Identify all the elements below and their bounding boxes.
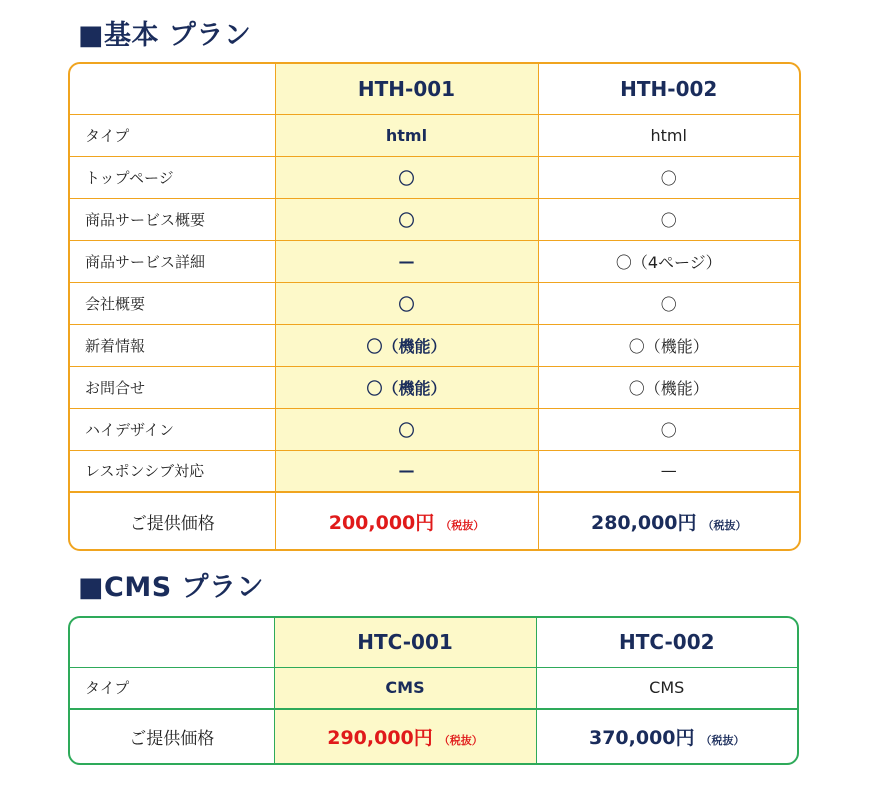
table-row	[70, 198, 799, 240]
hth-002-value: 〇（4ページ）	[538, 240, 799, 282]
table-row	[70, 450, 799, 492]
tax-note: （税抜）	[700, 734, 745, 747]
table-row	[70, 114, 799, 156]
row-label: トップページ	[70, 156, 275, 198]
htc-002-price	[536, 709, 797, 763]
row-label: お問合せ	[70, 366, 275, 408]
table-row	[70, 240, 799, 282]
price-amount: 280,000円	[590, 511, 697, 534]
hth-001-value: 〇	[275, 408, 538, 450]
table-row	[70, 156, 799, 198]
cms-plan-table	[68, 616, 799, 765]
htc-002-value: CMS	[536, 667, 797, 709]
row-label: ハイデザイン	[70, 408, 275, 450]
tax-note: （税抜）	[438, 734, 483, 747]
table-row	[70, 667, 797, 709]
header-empty-cell	[70, 64, 275, 114]
table-row	[70, 366, 799, 408]
hth-002-value: 〇	[538, 198, 799, 240]
hth-001-value: —	[275, 450, 538, 492]
hth-002-value: 〇	[538, 282, 799, 324]
hth-002-value: 〇（機能）	[538, 324, 799, 366]
row-label: 商品サービス詳細	[70, 240, 275, 282]
row-label: タイプ	[70, 667, 274, 709]
tax-note: （税抜）	[702, 518, 747, 532]
hth-002-value: 〇	[538, 408, 799, 450]
cms-header-row	[70, 618, 797, 667]
cms-price-row	[70, 709, 797, 763]
header-empty-cell	[70, 618, 274, 667]
hth-001-price	[275, 492, 538, 549]
hth-001-value: 〇（機能）	[275, 366, 538, 408]
plan-code-hth-001: HTH-001	[275, 64, 538, 114]
cms-plan-title: ■CMS プラン	[78, 572, 265, 603]
table-row	[70, 282, 799, 324]
row-label: 新着情報	[70, 324, 275, 366]
hth-001-value: 〇（機能）	[275, 324, 538, 366]
hth-002-price	[538, 492, 799, 549]
row-label: 商品サービス概要	[70, 198, 275, 240]
price-label: ご提供価格	[70, 492, 275, 549]
hth-001-value: 〇	[275, 198, 538, 240]
hth-002-value: 〇	[538, 156, 799, 198]
row-label: 会社概要	[70, 282, 275, 324]
htc-001-value: CMS	[274, 667, 536, 709]
price-label: ご提供価格	[70, 709, 274, 763]
hth-002-value: 〇（機能）	[538, 366, 799, 408]
basic-price-row	[70, 492, 799, 549]
row-label: レスポンシブ対応	[70, 450, 275, 492]
hth-001-value: 〇	[275, 282, 538, 324]
plan-code-htc-001: HTC-001	[274, 618, 536, 667]
hth-001-value: —	[275, 240, 538, 282]
basic-header-row	[70, 64, 799, 114]
tax-note: （税抜）	[440, 518, 485, 532]
hth-002-value: html	[538, 114, 799, 156]
price-amount: 290,000円	[327, 727, 433, 749]
plan-code-htc-002: HTC-002	[536, 618, 797, 667]
hth-001-value: html	[275, 114, 538, 156]
price-amount: 200,000円	[328, 511, 435, 534]
hth-002-value: —	[538, 450, 799, 492]
htc-001-price	[274, 709, 536, 763]
plan-code-hth-002: HTH-002	[538, 64, 799, 114]
price-amount: 370,000円	[588, 727, 695, 749]
row-label: タイプ	[70, 114, 275, 156]
hth-001-value: 〇	[275, 156, 538, 198]
basic-plan-table	[68, 62, 801, 551]
table-row	[70, 324, 799, 366]
table-row	[70, 408, 799, 450]
basic-plan-title: ■基本 プラン	[78, 20, 252, 51]
